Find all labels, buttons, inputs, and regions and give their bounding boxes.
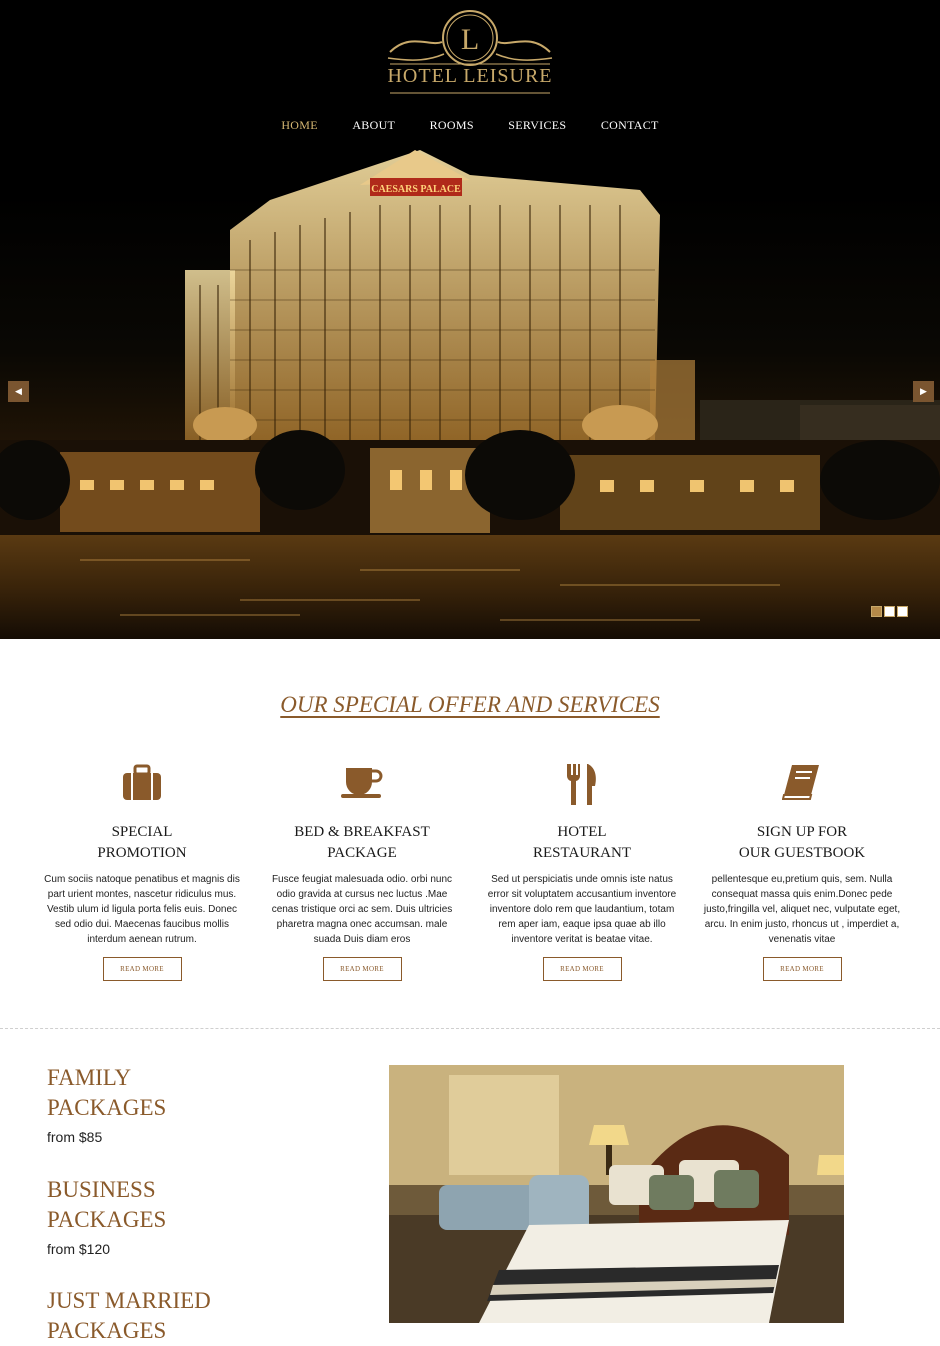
offer-title-line2: PROMOTION <box>97 845 187 861</box>
section-title: OUR SPECIAL OFFER AND SERVICES <box>280 692 660 717</box>
offer-description: Sed ut perspiciatis unde omnis iste natus error sit voluptatem accusantium inventore inventore dolo rem que laudantium, totam rem aper iam, eaque ipsa quae ab illo inventore veritat is beatae vitae. <box>487 874 677 945</box>
slide-dot-1[interactable] <box>871 606 882 617</box>
read-more-button[interactable]: READ MORE <box>763 957 842 981</box>
package-title-line2: PACKAGES <box>47 1095 167 1120</box>
hero-slider <box>0 0 940 639</box>
offer-bed-breakfast <box>262 762 462 981</box>
logo-monogram: L <box>460 23 480 56</box>
package-title-line1: JUST MARRIED <box>47 1288 211 1313</box>
slider-prev-button[interactable] <box>8 381 29 402</box>
nav-contact[interactable]: CONTACT <box>600 118 659 132</box>
briefcase-icon <box>122 762 162 808</box>
main-nav <box>0 116 940 134</box>
offer-title-line1: SIGN UP FOR <box>756 824 848 840</box>
nav-home[interactable]: HOME <box>281 118 318 132</box>
slider-pagination <box>871 604 910 622</box>
offer-title-line1: SPECIAL <box>111 824 173 840</box>
package-family[interactable] <box>47 1063 166 1145</box>
package-price: from $120 <box>47 1241 111 1257</box>
package-title-line1: FAMILY <box>47 1065 132 1090</box>
read-more-button[interactable]: READ MORE <box>543 957 622 981</box>
offer-title-line2: RESTAURANT <box>533 845 631 861</box>
offer-description: pellentesque eu,pretium quis, sem. Nulla consequat massa quis enim.Donec pede justo,fringilla vel, aliquet nec, vulputate eget, arcu. In enim justo, rhoncus ut , imperdiet a, venenatis vitae <box>703 874 901 945</box>
package-title-line2: PACKAGES <box>47 1207 167 1232</box>
book-icon <box>782 762 822 808</box>
hotel-sign: CAESARS PALACE <box>371 184 461 195</box>
nav-about[interactable]: ABOUT <box>352 118 396 132</box>
offer-title-line1: BED & BREAKFAST <box>294 824 430 840</box>
read-more-button[interactable]: READ MORE <box>323 957 402 981</box>
offer-title-line2: OUR GUESTBOOK <box>738 845 866 861</box>
package-price: from $85 <box>47 1129 103 1145</box>
hotel-room-photo <box>389 1065 844 1323</box>
slide-dot-3[interactable] <box>897 606 908 617</box>
triangle-left-icon: ◀ <box>15 386 22 396</box>
package-title-line2: PACKAGES <box>47 1318 167 1343</box>
brand-name: HOTEL LEISURE <box>387 65 553 87</box>
section-divider <box>0 1028 940 1029</box>
nav-services[interactable]: SERVICES <box>508 118 567 132</box>
package-title-line1: BUSINESS <box>47 1177 156 1202</box>
fork-knife-icon <box>564 762 600 808</box>
package-just-married[interactable] <box>47 1286 211 1346</box>
room-illustration <box>389 1065 844 1323</box>
triangle-right-icon: ▶ <box>920 386 927 396</box>
nav-rooms[interactable]: ROOMS <box>429 118 474 132</box>
offer-special-promotion <box>42 762 242 981</box>
offer-title-line1: HOTEL <box>557 824 607 840</box>
package-business[interactable] <box>47 1175 166 1257</box>
offer-hotel-restaurant <box>482 762 682 981</box>
offer-description: Cum sociis natoque penatibus et magnis dis part urient montes, nascetur ridiculus mus. Vestib ulum id ligula porta felis euis. Donec sed odio dui. Maecenas faucibus mollis interdum aenean rutrum. <box>44 874 240 945</box>
hotel-logo[interactable] <box>380 2 560 98</box>
coffee-cup-icon <box>340 762 384 808</box>
offer-description: Fusce feugiat malesuada odio. orbi nunc odio gravida at cursus nec luctus .Mae cenas tristique orci ac sem. Duis ultricies pharetra magna onec accumsan. male suada Duis diam eros <box>271 874 453 945</box>
offer-title-line2: PACKAGE <box>327 845 397 861</box>
slider-next-button[interactable] <box>913 381 934 402</box>
offer-guestbook <box>702 762 902 981</box>
read-more-button[interactable]: READ MORE <box>103 957 182 981</box>
slide-dot-2[interactable] <box>884 606 895 617</box>
